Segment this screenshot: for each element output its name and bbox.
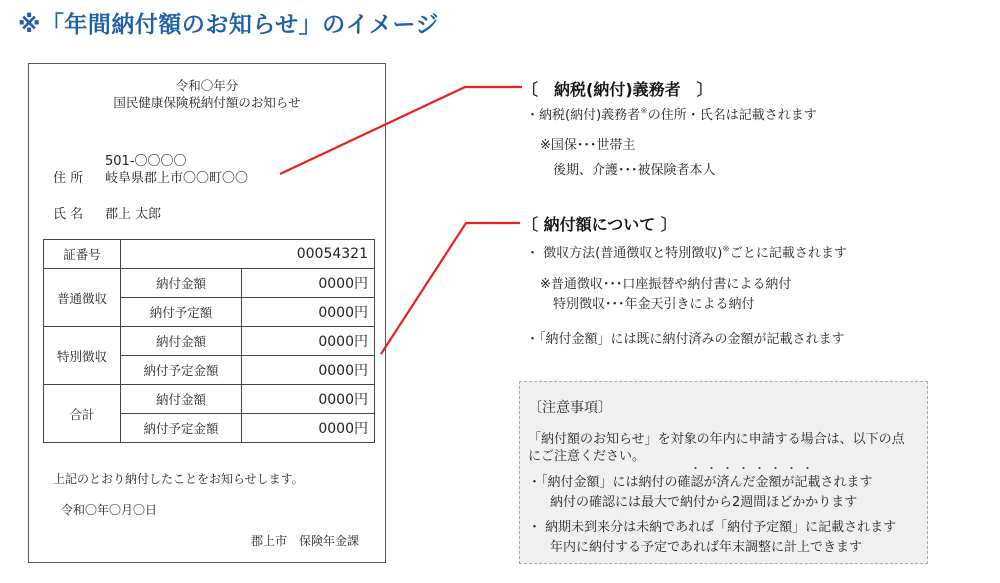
caution-bullet-1-line-2: 納付の確認には最大で納付から2週間ほどかかります <box>550 495 858 510</box>
caution-intro-2: にご注意ください。 <box>528 449 646 464</box>
row-label: 納付予定金額 <box>121 356 242 385</box>
footer-text: 上記のとおり納付したことをお知らせします。 <box>53 472 304 486</box>
caution-bullet-2-line-2: 年内に納付する予定であれば年末調整に計上できます <box>550 540 863 555</box>
note-mark: ※ <box>722 244 730 255</box>
category-cell: 特別徴収 <box>44 327 121 385</box>
name-value: 郡上 太郎 <box>105 207 162 222</box>
section-heading-obligor: 〔 納税(納付)義務者 〕 <box>522 80 713 99</box>
amount-cell: 0000円 <box>242 327 375 356</box>
row-label: 納付予定額 <box>121 298 242 327</box>
notice-era-year: 令和〇年分 <box>175 78 239 93</box>
postal-code: 501-〇〇〇〇 <box>105 154 187 169</box>
amount-cell: 0000円 <box>242 298 375 327</box>
caution-intro-1: 「納付額のお知らせ」を対象の年内に申請する場合は、以下の点 <box>528 432 905 447</box>
amount-cell: 0000円 <box>242 414 375 443</box>
caution-box <box>519 381 928 564</box>
caution-bullet-1-line-1: ・「納付金額」には納付の確認が済んだ金額が記載されます <box>528 475 873 490</box>
amount-cell: 0000円 <box>242 385 375 414</box>
row-label: 納付金額 <box>121 269 242 298</box>
caution-heading: 〔注意事項〕 <box>528 400 612 416</box>
id-value: 00054321 <box>121 240 375 269</box>
category-cell: 普通徴収 <box>44 269 121 327</box>
leader-line-address <box>280 87 522 174</box>
amount-cell: 0000円 <box>242 269 375 298</box>
category-cell: 合計 <box>44 385 121 443</box>
row-label: 納付金額 <box>121 327 242 356</box>
amounts-bullet-2: ・「納付金額」には既に納付済みの金額が記載されます <box>526 332 845 347</box>
issuer: 郡上市 保険年金課 <box>251 534 360 548</box>
page-title: ※「年間納付額のお知らせ」のイメージ <box>18 12 439 38</box>
issue-date: 令和〇年〇月〇日 <box>61 503 158 517</box>
section-heading-amounts: 〔 納付額について 〕 <box>522 215 677 234</box>
address-value: 岐阜県郡上市〇〇町〇〇 <box>105 171 249 186</box>
notice-heading: 国民健康保険税納付額のお知らせ <box>113 95 301 110</box>
obligor-note-2: 後期、介護･･･被保険者本人 <box>553 163 716 178</box>
emphasis-dots: ・・・・・・・・ <box>690 462 818 475</box>
amounts-note-2: 特別徴収･･･年金天引きによる納付 <box>553 297 755 312</box>
name-label: 氏 名 <box>53 207 84 222</box>
address-label: 住 所 <box>53 171 84 186</box>
caution-bullet-2-line-1: ・ 納期未到来分は未納であれば「納付予定額」に記載されます <box>528 520 897 535</box>
amounts-note-1: ※普通徴収･･･口座振替や納付書による納付 <box>540 277 792 292</box>
note-mark: ※ <box>640 106 648 117</box>
obligor-bullet: ・納税(納付)義務者※の住所・氏名は記載されます <box>526 106 817 123</box>
amount-cell: 0000円 <box>242 356 375 385</box>
obligor-note-1: ※国保･･･世帯主 <box>540 138 636 153</box>
row-label: 納付金額 <box>121 385 242 414</box>
id-label: 証番号 <box>44 240 121 269</box>
row-label: 納付予定金額 <box>121 414 242 443</box>
amounts-bullet-1: ・ 徴収方法(普通徴収と特別徴収)※ごとに記載されます <box>526 244 847 261</box>
leader-line-amounts <box>381 223 520 354</box>
